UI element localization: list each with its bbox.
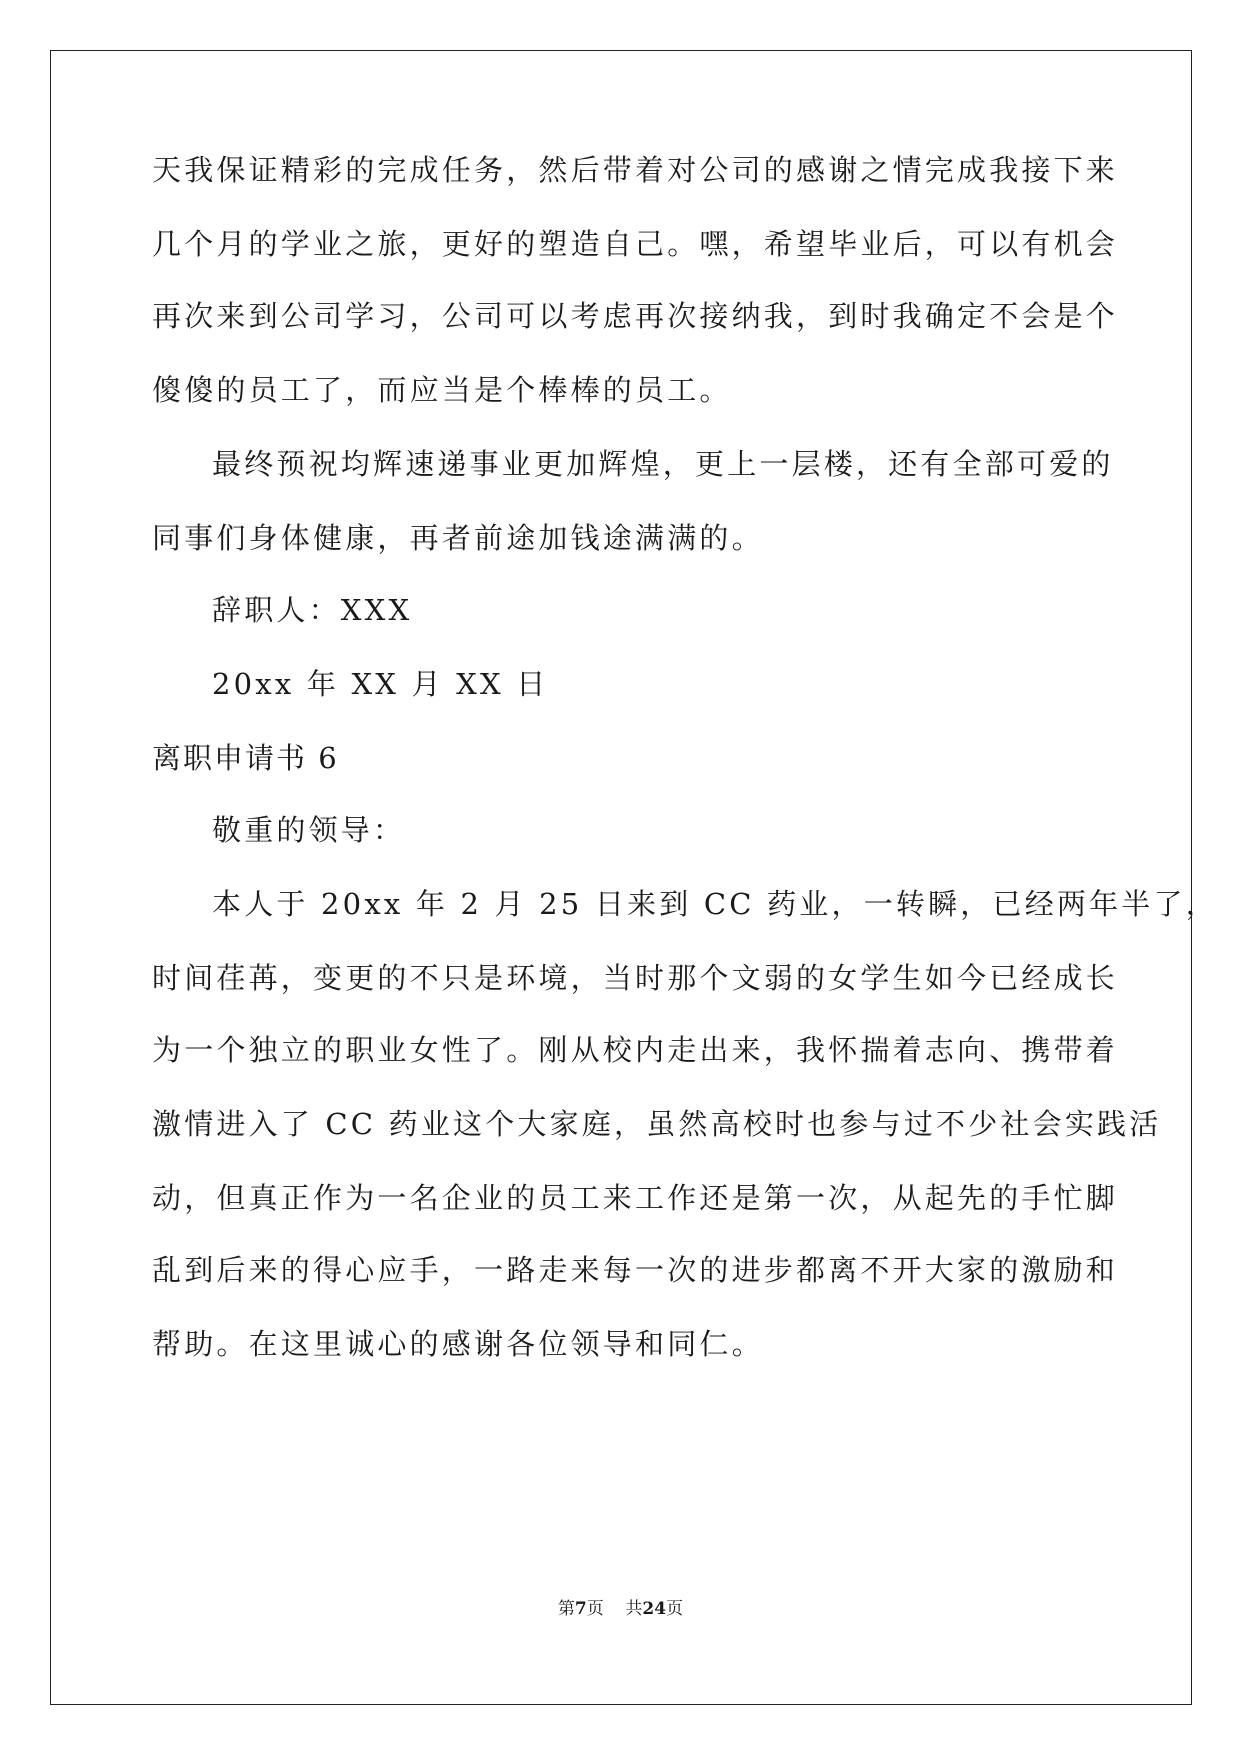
- paragraph-line: 傻傻的员工了，而应当是个棒棒的员工。: [152, 373, 732, 407]
- paragraph-line: 激情进入了 CC 药业这个大家庭，虽然高校时也参与过不少社会实践活: [152, 1107, 1162, 1141]
- total-pages: 24: [642, 1599, 667, 1619]
- total-prefix: 共: [625, 1599, 643, 1619]
- paragraph-line: 最终预祝均辉速递事业更加辉煌，更上一层楼，还有全部可爱的: [212, 447, 1114, 481]
- paragraph-line: 帮助。在这里诚心的感谢各位领导和同仁。: [152, 1327, 764, 1361]
- paragraph-line: 几个月的学业之旅，更好的塑造自己。嘿，希望毕业后，可以有机会: [152, 227, 1119, 261]
- page-unit: 页: [586, 1599, 604, 1619]
- paragraph-line: 乱到后来的得心应手，一路走来每一次的进步都离不开大家的激励和: [152, 1253, 1119, 1287]
- paragraph-line: 天我保证精彩的完成任务，然后带着对公司的感谢之情完成我接下来: [152, 153, 1119, 187]
- signature-line: 辞职人：XXX: [212, 593, 413, 627]
- paragraph-line: 动，但真正作为一名企业的员工来工作还是第一次，从起先的手忙脚: [152, 1181, 1119, 1215]
- paragraph-line: 同事们身体健康，再者前途加钱途满满的。: [152, 521, 764, 555]
- section-title: 离职申请书 6: [152, 741, 339, 775]
- page-footer: [0, 1597, 1241, 1621]
- page-prefix: 第: [557, 1599, 575, 1619]
- paragraph-line: 时间荏苒，变更的不只是环境，当时那个文弱的女学生如今已经成长: [152, 961, 1119, 995]
- page-number: 7: [574, 1599, 587, 1619]
- paragraph-line: 本人于 20xx 年 2 月 25 日来到 CC 药业，一转瞬，已经两年半了，: [212, 887, 1218, 921]
- salutation-line: 敬重的领导：: [212, 813, 406, 847]
- total-unit: 页: [666, 1599, 684, 1619]
- date-line: 20xx 年 XX 月 XX 日: [212, 667, 549, 701]
- paragraph-line: 再次来到公司学习，公司可以考虑再次接纳我，到时我确定不会是个: [152, 299, 1119, 333]
- paragraph-line: 为一个独立的职业女性了。刚从校内走出来，我怀揣着志向、携带着: [152, 1033, 1119, 1067]
